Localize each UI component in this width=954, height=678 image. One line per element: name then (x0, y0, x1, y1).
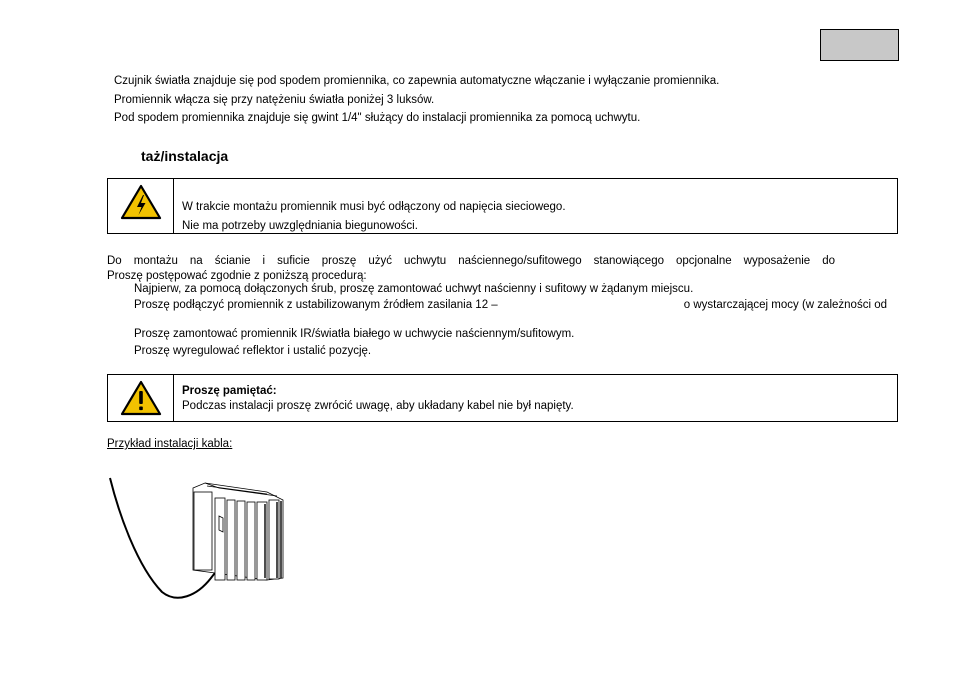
electric-warning-box (107, 178, 898, 234)
warning-icon-cell (108, 179, 174, 233)
mounting-line-1: Do montażu na ścianie i suficie proszę użyć uchwytu naściennego/sufitowego stanowiącego opcjonalne wyposażenie do (107, 255, 835, 267)
warning-line-1: W trakcie montażu promiennik musi być odłączony od napięcia sieciowego. (182, 201, 566, 213)
caution-icon (120, 380, 162, 416)
caution-title: Proszę pamiętać: (182, 385, 277, 397)
warning-line-2: Nie ma potrzeby uwzględniania biegunowości. (182, 220, 418, 232)
mounting-line-2: Proszę postępować zgodnie z poniższą procedurą: (107, 270, 367, 282)
intro-text (114, 72, 874, 128)
step-2-part-b: o wystarczającej mocy (w zależności od (683, 299, 887, 311)
caution-text-cell (174, 375, 897, 421)
intro-line-2: Promiennik włącza się przy natężeniu światła poniżej 3 luksów. (114, 93, 435, 106)
step-3: Proszę zamontować promiennik IR/światła białego w uchwycie naściennym/sufitowym. (134, 328, 575, 340)
intro-line-3: Pod spodem promiennika znajduje się gwint 1/4" służący do instalacji promiennika za pomocą uchwytu. (114, 112, 641, 124)
example-label: Przykład instalacji kabla: (107, 438, 233, 450)
cable-installation-illustration (107, 474, 307, 606)
intro-line-1: Czujnik światła znajduje się pod spodem promiennika, co zapewnia automatyczne włączanie i wyłączanie promiennika. (114, 75, 720, 87)
step-2-part-a: Proszę podłączyć promiennik z ustabilizowanym źródłem zasilania 12 – (134, 299, 498, 311)
mounting-intro (107, 253, 835, 284)
warning-text-cell (174, 179, 897, 233)
step-1: Najpierw, za pomocą dołączonych śrub, proszę zamontować uchwyt naścienny i sufitowy w żądanym miejscu. (134, 283, 694, 295)
caution-box (107, 374, 898, 422)
step-4: Proszę wyregulować reflektor i ustalić pozycję. (134, 345, 372, 357)
caution-icon-cell (108, 375, 174, 421)
step-2 (134, 299, 887, 311)
section-title: taż/instalacja (141, 148, 229, 164)
caution-text: Podczas instalacji proszę zwrócić uwagę, aby układany kabel nie był napięty. (182, 400, 574, 412)
language-tab-box (820, 29, 899, 61)
electric-hazard-icon (120, 184, 162, 220)
